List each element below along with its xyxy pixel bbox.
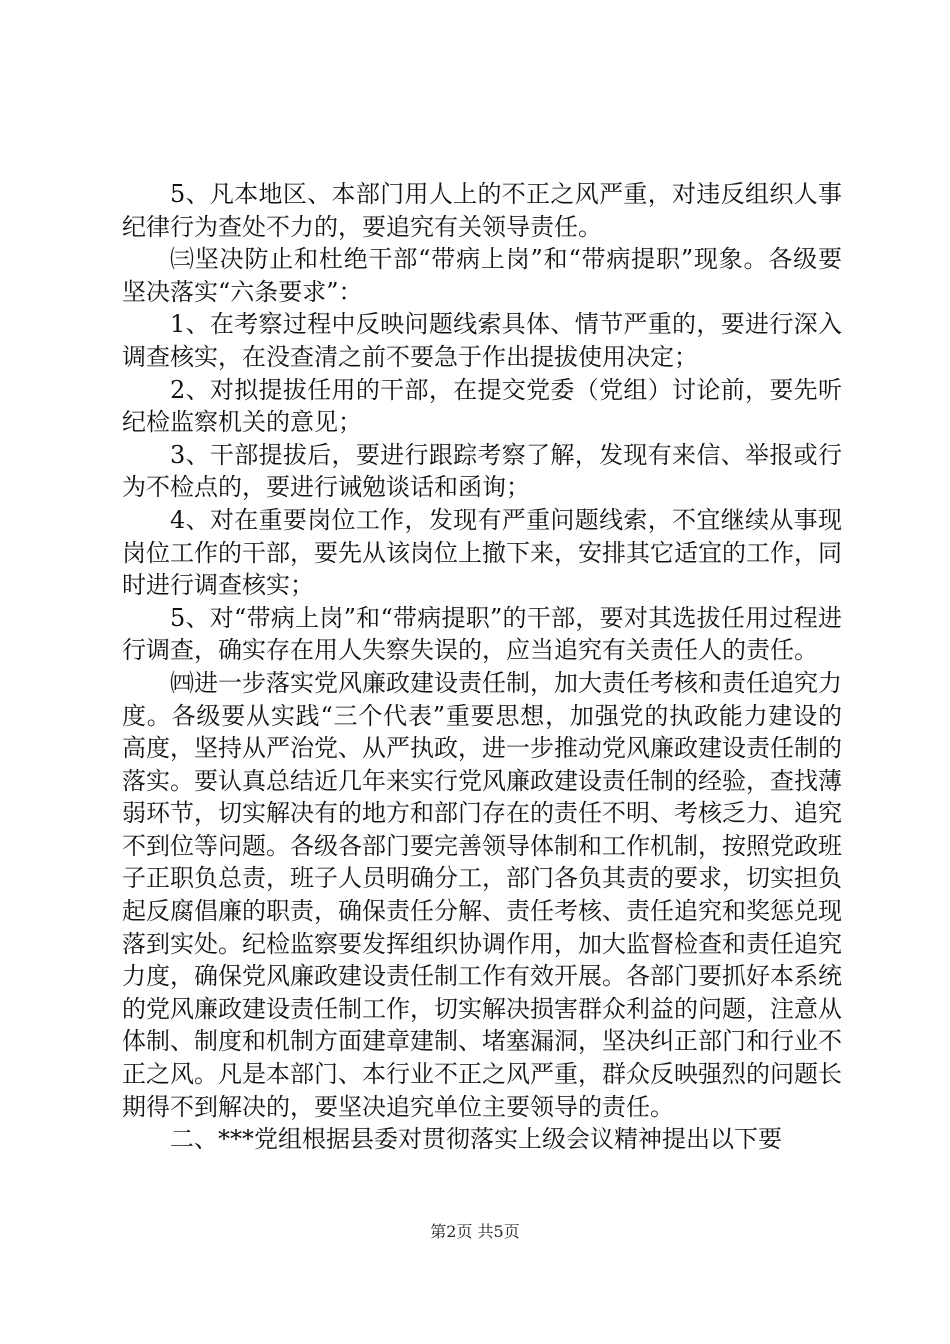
paragraph-section-3-heading: ㈢坚决防止和杜绝干部“带病上岗”和“带病提职”现象。各级要坚决落实“六条要求”： [122,245,842,306]
paragraph-item-5-personnel-misconduct: 5、凡本地区、本部门用人上的不正之风严重，对违反组织人事纪律行为查处不力的，要追究有关领导责任。 [122,180,842,241]
paragraph-requirement-1: 1、在考察过程中反映问题线索具体、情节严重的，要进行深入调查核实，在没查清之前不要急于作出提拔使用决定； [122,310,842,371]
paragraph-part-2-start: 二、***党组根据县委对贯彻落实上级会议精神提出以下要 [170,1125,782,1154]
paragraph-requirement-2: 2、对拟提拔任用的干部，在提交党委（党组）讨论前，要先听纪检监察机关的意见； [122,375,842,437]
paragraph-requirement-4: 4、对在重要岗位工作，发现有严重问题线索，不宜继续从事现岗位工作的干部，要先从该岗位上撤下来，安排其它适宜的工作，同时进行调查核实； [122,505,842,600]
paragraph-section-4: ㈣进一步落实党风廉政建设责任制，加大责任考核和责任追究力度。各级要从实践“三个代表”重要思想，加强党的执政能力建设的高度，坚持从严治党、从严执政，进一步推动党风廉政建设责任制的落实。要认真总结近几年来实行党风廉政建设责任制的经验，查找薄弱环节，切实解决有的地方和部门存在的责任不明、考核乏力、追究不到位等问题。各级各部门要完善领导体制和工作机制，按照党政班子正职负总责，班子人员明确分工，部门各负其责的要求，切实担负起反腐倡廉的职责，确保责任分解、责任考核、责任追究和奖惩兑现落到实处。纪检监察要发挥组织协调作用，加大监督检查和责任追究力度，确保党风廉政建设责任制工作有效开展。各部门要抓好本系统的党风廉政建设责任制工作，切实解决损害群众利益的问题，注意从体制、制度和机制方面建章建制、堵塞漏洞，坚决纠正部门和行业不正之风。凡是本部门、本行业不正之风严重，群众反映强烈的问题长期得不到解决的，要坚决追究单位主要领导的责任。 [122,668,842,1121]
paragraph-requirement-5: 5、对“带病上岗”和“带病提职”的干部，要对其选拔任用过程进行调查，确实存在用人失察失误的，应当追究有关责任人的责任。 [122,603,842,665]
document-body [122,178,842,1156]
page-footer: 第2页 共5页 [430,1222,520,1241]
paragraph-requirement-3: 3、干部提拔后，要进行跟踪考察了解，发现有来信、举报或行为不检点的，要进行诫勉谈话和函询； [122,440,842,502]
